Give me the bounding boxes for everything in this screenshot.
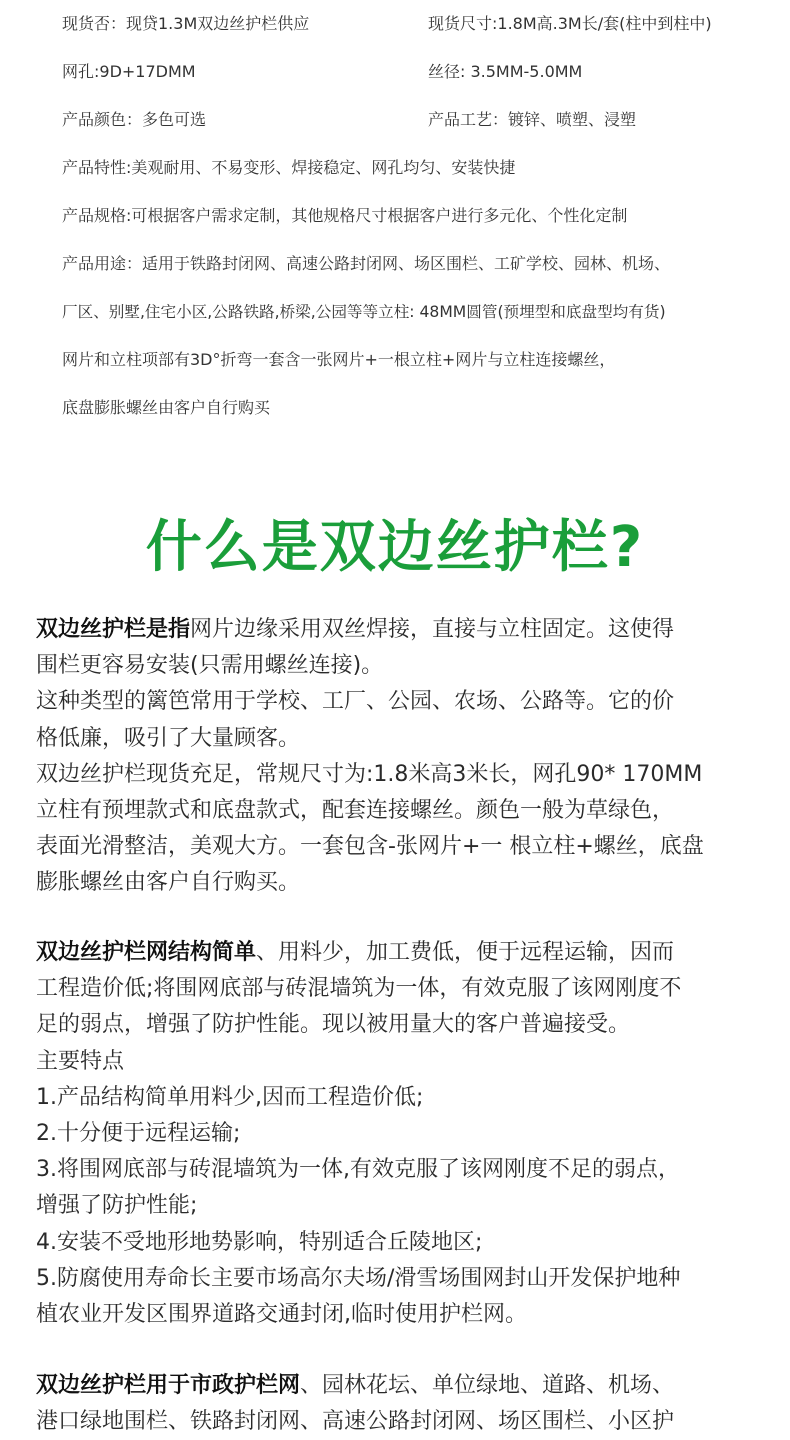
paragraph-line: 围栏更容易安装(只需用螺丝连接)。 [36,653,384,679]
spec-stock-size: 现货尺寸:1.8M高.3M长/套(柱中到柱中) [428,14,712,33]
spec-features: 产品特性:美观耐用、不易变形、焊接稳定、网孔均匀、安装快捷 [62,158,516,177]
spec-process: 产品工艺：镀锌、喷塑、浸塑 [428,110,637,129]
spec-bolts: 底盘膨胀螺丝由客户自行购买 [62,398,271,417]
paragraph-line: 这种类型的篱笆常用于学校、工厂、公园、农场、公路等。它的价 [36,689,675,715]
feature-item: 增强了防护性能; [36,1193,198,1219]
feature-item: 1.产品结构简单用料少,因而工程造价低; [36,1084,424,1110]
bold-lead: 双边丝护栏网结构简单 [36,940,257,965]
bold-lead: 双边丝护栏是指 [36,617,191,642]
feature-item: 2.十分便于远程运输; [36,1121,241,1147]
spec-color: 产品颜色：多色可选 [62,110,207,129]
section-heading: 什么是双边丝护栏? [145,515,645,580]
paragraph-line: 表面光滑整洁，美观大方。一套包含-张网片+一 根立柱+螺丝，底盘 [36,834,704,860]
spec-mesh: 网孔:9D+17DMM [62,62,196,81]
features-title: 主要特点 [36,1048,125,1074]
spec-usage-line2: 厂区、别墅,住宅小区,公路铁路,桥梁,公园等等立柱: 48MM圆管(预埋型和底盘型均有货) [62,303,666,321]
paragraph-line: 港口绿地围栏、铁路封闭网、高速公路封闭网、场区围栏、小区护 [36,1409,675,1435]
feature-item: 植农业开发区围界道路交通封闭,临时使用护栏网。 [36,1302,527,1328]
spec-wire: 丝径: 3.5MM-5.0MM [428,62,583,81]
text-span: 网片边缘采用双丝焊接，直接与立柱固定。这使得 [190,617,675,642]
paragraph-line: 立柱有预埋款式和底盘款式，配套连接螺丝。颜色一般为草绿色， [36,798,675,824]
paragraph-line: 工程造价低;将围网底部与砖混墙筑为一体，有效克服了该网刚度不 [36,976,682,1002]
spec-stock: 现货否：现贷1.3M双边丝护栏供应 [62,14,310,33]
bold-lead: 双边丝护栏用于市政护栏网 [36,1373,301,1398]
section-applications [36,1368,756,1440]
feature-item: 4.安装不受地形地势影响，特别适合丘陵地区; [36,1229,483,1255]
spec-usage-line1: 产品用途：适用于铁路封闭网、高速公路封闭网、场区围栏、工矿学校、园林、机场、 [62,254,671,273]
spec-customization: 产品规格:可根据客户需求定制，其他规格尺寸根据客户进行多元化、个性化定制 [62,206,628,225]
text-span: 、园林花坛、单位绿地、道路、机场、 [300,1373,675,1398]
paragraph-line [36,1368,756,1404]
spec-top-bend: 网片和立柱项部有3D°折弯一套含一张网片+一根立柱+网片与立柱连接螺丝， [62,350,616,369]
section-structure [36,935,756,1333]
feature-item: 5.防腐使用寿命长主要市场高尔夫场/滑雪场围网封山开发保护地种 [36,1265,681,1291]
paragraph-line: 膨胀螺丝由客户自行购买。 [36,870,301,896]
text-span: 、用料少，加工费低，便于远程运输，因而 [256,940,675,965]
paragraph-line: 足的弱点，增强了防护性能。现以被用量大的客户普遍接受。 [36,1012,631,1038]
feature-item: 3.将围网底部与砖混墙筑为一体,有效克服了该网刚度不足的弱点， [36,1157,680,1183]
paragraph-line: 双边丝护栏现货充足，常规尺寸为:1.8米高3米长，网孔90* 170MM [36,761,703,787]
paragraph-line: 格低廉，吸引了大量顾客。 [36,725,301,751]
section-intro [36,612,756,902]
paragraph-line [36,935,756,971]
paragraph-line [36,612,756,648]
